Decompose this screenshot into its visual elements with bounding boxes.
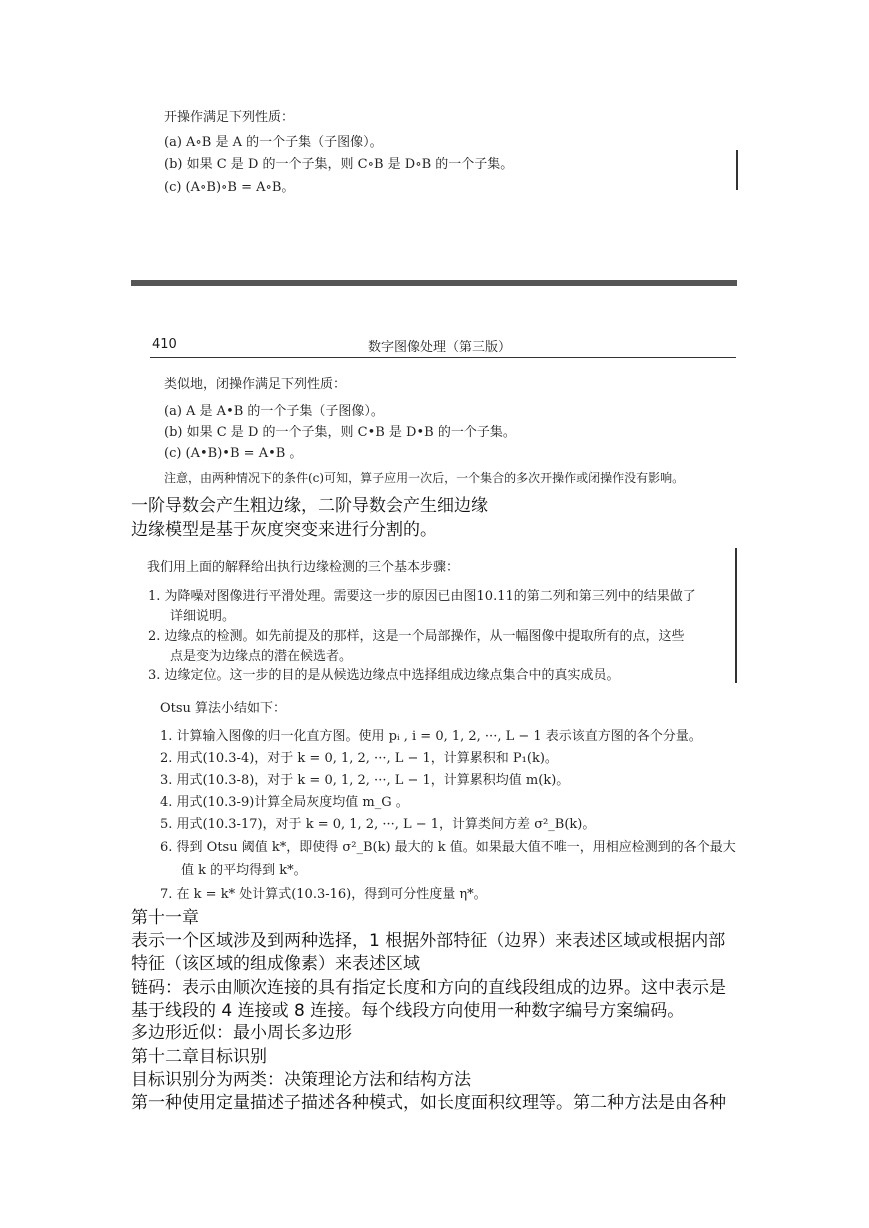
otsu-step: 5. 用式(10.3-17)，对于 k = 0, 1, 2, ···, L − 1，计算类间方差 σ²_B(k)。 (160, 817, 596, 832)
otsu-step: 4. 用式(10.3-9)计算全局灰度均值 m_G 。 (160, 795, 409, 810)
note-line: 多边形近似：最小周长多边形 (131, 1023, 352, 1043)
header-rule (150, 357, 736, 358)
otsu-step: 3. 用式(10.3-8)，对于 k = 0, 1, 2, ···, L − 1，计算累积均值 m(k)。 (160, 773, 570, 788)
scan-edge-line (736, 150, 738, 190)
chapter-heading: 第十二章目标识别 (131, 1047, 267, 1067)
otsu-intro: Otsu 算法小结如下： (160, 701, 287, 716)
edge-step: 1. 为降噪对图像进行平滑处理。需要这一步的原因已由图10.11的第二列和第三列中的结果做了 (148, 589, 696, 604)
opening-intro: 开操作满足下列性质： (164, 110, 295, 125)
edge-step: 3. 边缘定位。这一步的目的是从候选边缘点中选择组成边缘点集合中的真实成员。 (148, 668, 620, 683)
note-line: 基于线段的 4 连接或 8 连接。每个线段方向使用一种数字编号方案编码。 (131, 1001, 685, 1021)
otsu-step-cont: 值 k 的平均得到 k*。 (181, 863, 307, 878)
otsu-step: 2. 用式(10.3-4)，对于 k = 0, 1, 2, ···, L − 1，计算累积和 P₁(k)。 (160, 751, 558, 766)
edge-step-cont: 点是变为边缘点的潜在候选者。 (170, 649, 353, 664)
note-line: 链码：表示由顺次连接的具有指定长度和方向的直线段组成的边界。这中表示是 (131, 978, 726, 998)
otsu-step: 6. 得到 Otsu 阈值 k*，即使得 σ²_B(k) 最大的 k 值。如果最大值不唯一，用相应检测到的各个最大 (160, 840, 736, 855)
opening-item-b: (b) 如果 C 是 D 的一个子集，则 C∘B 是 D∘B 的一个子集。 (164, 157, 514, 172)
page-number: 410 (152, 337, 177, 352)
closing-item-b: (b) 如果 C 是 D 的一个子集，则 C•B 是 D•B 的一个子集。 (164, 425, 516, 440)
edge-step: 2. 边缘点的检测。如先前提及的那样，这是一个局部操作，从一幅图像中提取所有的点，这些 (148, 629, 685, 644)
note-line: 边缘模型是基于灰度突变来进行分割的。 (131, 520, 437, 540)
edge-step-cont: 详细说明。 (170, 609, 236, 624)
note-line: 目标识别分为两类：决策理论方法和结构方法 (131, 1070, 471, 1090)
note-line: 一阶导数会产生粗边缘，二阶导数会产生细边缘 (131, 496, 488, 516)
note-line: 表示一个区域涉及到两种选择，1 根据外部特征（边界）来表述区域或根据内部 (131, 931, 726, 951)
closing-item-a: (a) A 是 A•B 的一个子集（子图像）。 (164, 404, 384, 419)
closing-intro: 类似地，闭操作满足下列性质： (164, 377, 347, 392)
opening-item-c: (c) (A∘B)∘B = A∘B。 (164, 180, 295, 195)
closing-item-c: (c) (A•B)•B = A•B 。 (164, 446, 303, 461)
edge-intro: 我们用上面的解释给出执行边缘检测的三个基本步骤： (147, 560, 460, 575)
section-divider (131, 280, 737, 286)
opening-item-a: (a) A∘B 是 A 的一个子集（子图像）。 (164, 135, 383, 150)
otsu-step: 1. 计算输入图像的归一化直方图。使用 pᵢ , i = 0, 1, 2, ···, L − 1 表示该直方图的各个分量。 (160, 729, 702, 744)
otsu-step: 7. 在 k = k* 处计算式(10.3-16)，得到可分性度量 η*。 (160, 887, 487, 902)
running-title: 数字图像处理（第三版） (368, 340, 512, 355)
chapter-heading: 第十一章 (131, 908, 199, 928)
note-line: 特征（该区域的组成像素）来表述区域 (131, 954, 420, 974)
scan-edge-line (735, 548, 737, 683)
closing-note: 注意，由两种情况下的条件(c)可知，算子应用一次后，一个集合的多次开操作或闭操作没有影响。 (164, 471, 685, 485)
note-line: 第一种使用定量描述子描述各种模式，如长度面积纹理等。第二种方法是由各种 (131, 1093, 726, 1113)
